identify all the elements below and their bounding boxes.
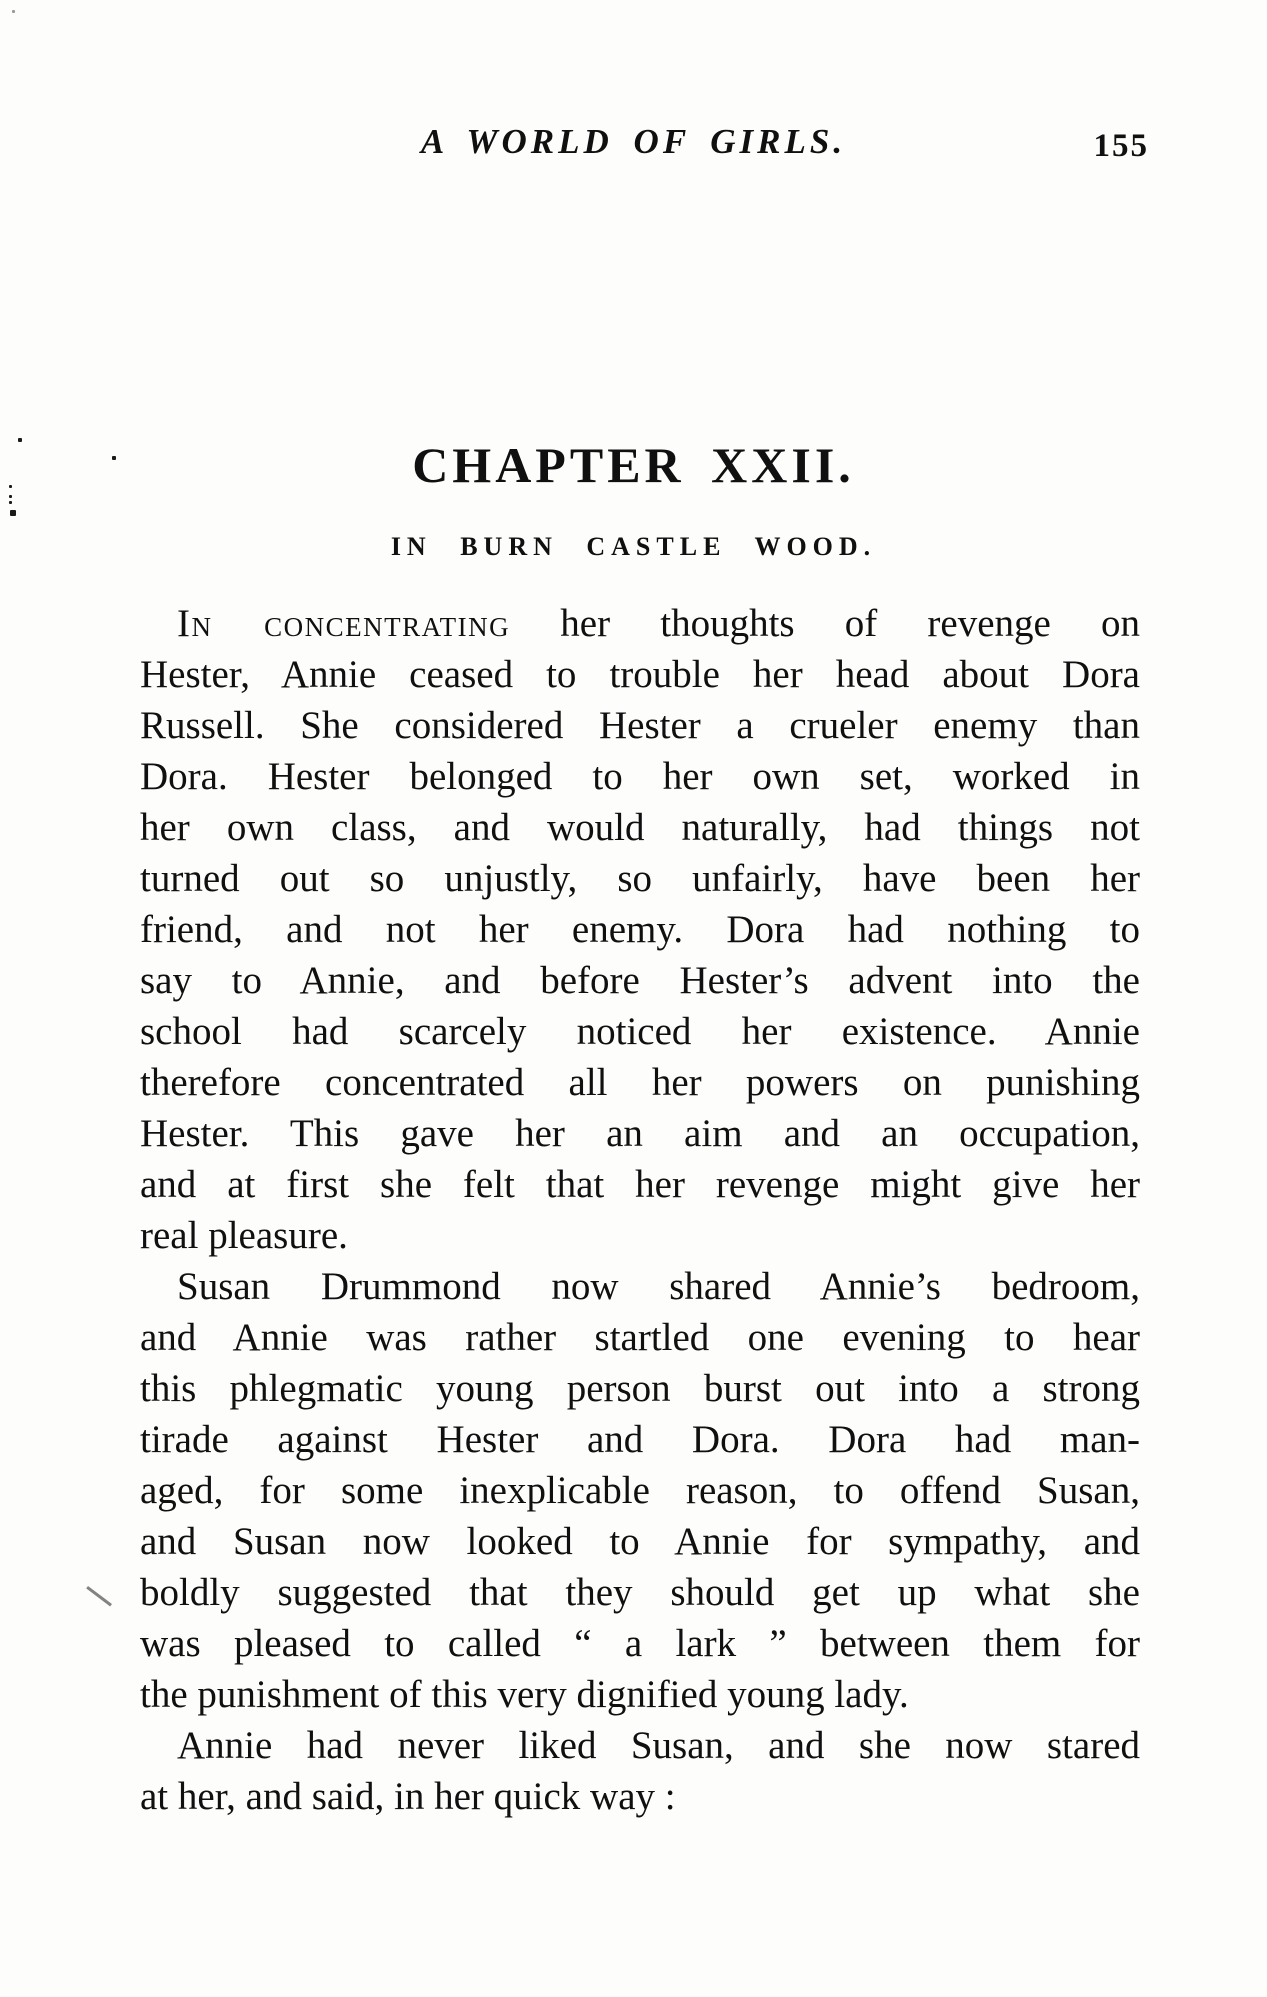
text-line: school had scarcely noticed her existence. Annie	[140, 1010, 1140, 1053]
text-line: this phlegmatic young person burst out into a strong	[140, 1367, 1140, 1410]
scan-artifact-diagonal	[86, 1586, 111, 1606]
text-line: say to Annie, and before Hester’s advent into the	[140, 959, 1140, 1002]
lead-in-small-caps: In concentrating	[177, 602, 511, 645]
chapter-subtitle: IN BURN CASTLE WOOD.	[390, 532, 877, 561]
text-line	[140, 598, 1140, 649]
paragraph-3	[140, 1720, 1140, 1822]
text-line: friend, and not her enemy. Dora had nothing to	[140, 908, 1140, 951]
scan-speck	[18, 438, 22, 442]
text-line: tirade against Hester and Dora. Dora had man-	[140, 1418, 1140, 1461]
text-line: therefore concentrated all her powers on punishing	[140, 1061, 1140, 1104]
paragraph-2	[140, 1261, 1140, 1720]
text-line: and Annie was rather startled one evening to hear	[140, 1316, 1140, 1359]
chapter-heading: CHAPTER XXII.	[412, 437, 855, 493]
text-line: and Susan now looked to Annie for sympathy, and	[140, 1520, 1140, 1563]
running-header	[0, 122, 1267, 182]
scan-speck	[9, 485, 12, 488]
text-line: boldly suggested that they should get up what she	[140, 1571, 1140, 1614]
text-line: Hester, Annie ceased to trouble her head about Dora	[140, 653, 1140, 696]
text-line: aged, for some inexplicable reason, to offend Susan,	[140, 1469, 1140, 1512]
text-line-rest: her thoughts of revenge on	[510, 602, 1140, 645]
text-line: and at first she felt that her revenge might give her	[140, 1163, 1140, 1206]
scan-speck	[9, 501, 12, 504]
text-line: Annie had never liked Susan, and she now stared	[177, 1724, 1140, 1767]
page-body	[140, 598, 1140, 1822]
text-line: Dora. Hester belonged to her own set, worked in	[140, 755, 1140, 798]
scan-speck	[9, 495, 12, 498]
running-title: A WORLD OF GIRLS.	[420, 122, 847, 161]
paragraph-1	[140, 598, 1140, 1261]
scan-speck	[10, 510, 16, 516]
scan-speck	[12, 10, 15, 13]
scan-speck	[112, 456, 116, 460]
page-number: 155	[1093, 128, 1149, 164]
text-line: Susan Drummond now shared Annie’s bedroom,	[177, 1265, 1140, 1308]
text-line: Russell. She considered Hester a crueler enemy than	[140, 704, 1140, 747]
text-line: Hester. This gave her an aim and an occupation,	[140, 1112, 1140, 1155]
text-line: the punishment of this very dignified young lady.	[140, 1673, 909, 1716]
text-line: turned out so unjustly, so unfairly, have been her	[140, 857, 1140, 900]
text-line: real pleasure.	[140, 1214, 348, 1257]
text-line: was pleased to called “ a lark ” between them for	[140, 1622, 1140, 1665]
text-line: at her, and said, in her quick way :	[140, 1775, 676, 1818]
text-line: her own class, and would naturally, had things not	[140, 806, 1140, 849]
